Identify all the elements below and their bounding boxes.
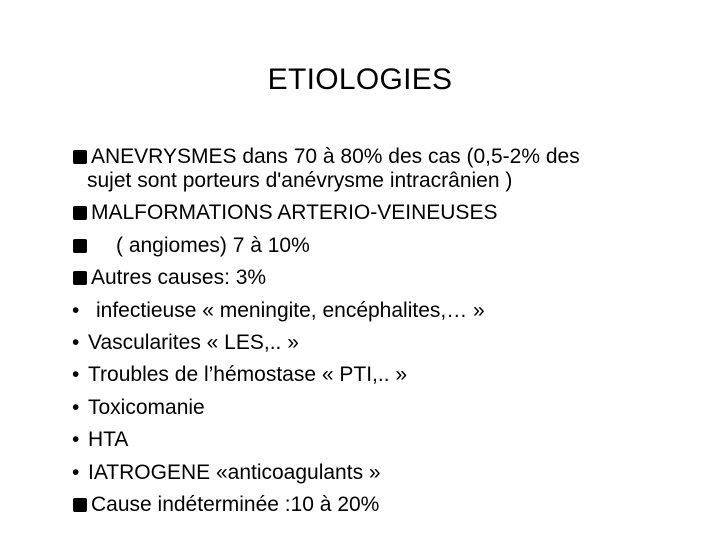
list-item bbox=[72, 327, 712, 359]
list-item-text: ANEVRYSMES dans 70 à 80% des cas (0,5-2% des bbox=[91, 145, 580, 168]
list-item-text: sujet sont porteurs d'anévrysme intracrânien ) bbox=[87, 169, 513, 193]
list-item-text: Cause indéterminée :10 à 20% bbox=[91, 493, 380, 517]
list-item bbox=[72, 197, 712, 229]
list-item bbox=[72, 359, 712, 391]
bullet-dot-icon: • bbox=[72, 428, 80, 452]
list-item-text: MALFORMATIONS ARTERIO-VEINEUSES bbox=[91, 201, 498, 225]
list-item bbox=[72, 230, 712, 262]
list-item bbox=[72, 262, 712, 294]
list-item-text: IATROGENE «anticoagulants » bbox=[88, 460, 381, 484]
checkbox-bullet-icon bbox=[72, 270, 91, 286]
list-item-text: ( angiomes) 7 à 10% bbox=[116, 233, 310, 257]
list-item-text: HTA bbox=[88, 428, 129, 452]
bullet-dot-icon: • bbox=[72, 460, 80, 484]
list-item-continuation bbox=[72, 170, 712, 192]
list-item bbox=[72, 392, 712, 424]
list-item bbox=[72, 457, 712, 489]
checkbox-bullet-icon bbox=[72, 149, 91, 165]
bullet-dot-icon: • bbox=[72, 363, 80, 387]
list-item bbox=[72, 424, 712, 456]
slide-title bbox=[0, 62, 720, 98]
list-item-text: Toxicomanie bbox=[88, 395, 205, 419]
bullet-list bbox=[72, 141, 712, 521]
bullet-dot-icon: • bbox=[72, 298, 80, 322]
checkbox-bullet-icon bbox=[72, 497, 91, 513]
checkbox-bullet-icon bbox=[72, 238, 91, 254]
checkbox-bullet-icon bbox=[72, 205, 91, 221]
list-item-text: Vascularites « LES,.. » bbox=[88, 331, 299, 355]
bullet-dot-icon: • bbox=[72, 395, 80, 419]
list-item-text: infectieuse « meningite, encéphalites,… » bbox=[96, 298, 485, 322]
list-item bbox=[72, 295, 712, 327]
list-item-text: Troubles de l’hémostase « PTI,.. » bbox=[88, 363, 408, 387]
slide-title-text: ETIOLOGIES bbox=[267, 63, 453, 96]
list-item bbox=[72, 489, 712, 521]
bullet-dot-icon: • bbox=[72, 331, 80, 355]
list-item-text: Autres causes: 3% bbox=[91, 266, 267, 290]
